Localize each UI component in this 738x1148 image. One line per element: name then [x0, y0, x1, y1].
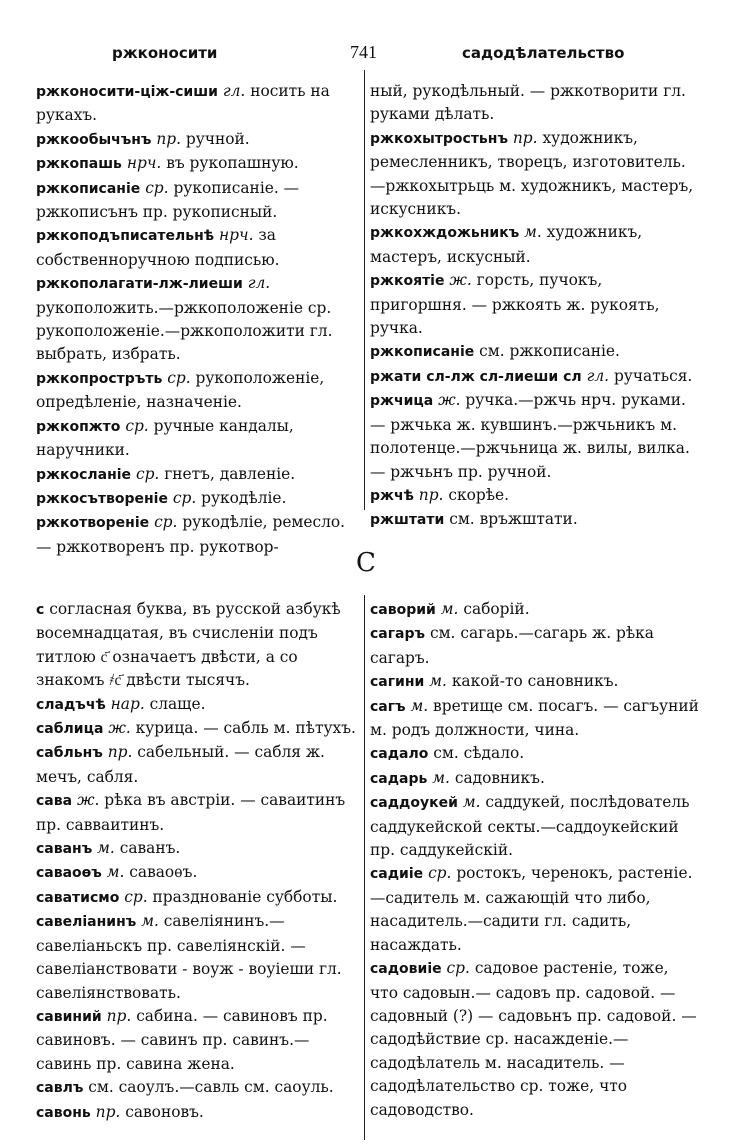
entry-headword: ржкополагати-лж-лиеши	[36, 276, 243, 293]
entry-definition: скорѣе.	[443, 485, 509, 504]
entry-headword: сагъ	[370, 698, 406, 715]
dictionary-entry	[36, 717, 358, 741]
column-divider-top	[364, 70, 365, 510]
dictionary-entry	[36, 789, 358, 837]
entry-headword: ржкописаніе	[36, 180, 141, 197]
entry-definition: см. сагарь.—сагарь ж. рѣка сагаръ.	[370, 624, 654, 667]
entry-grammar: пр.	[95, 1102, 121, 1121]
entry-definition: ручные кандалы, наручники.	[36, 416, 294, 460]
entry-headword: сагини	[370, 674, 425, 691]
entry-grammar: м.	[97, 839, 115, 858]
entry-grammar: пр.	[418, 485, 444, 504]
entry-headword: саблица	[36, 721, 104, 738]
entry-headword: садало	[370, 746, 429, 763]
entry-definition: ручной.	[181, 129, 250, 148]
entry-headword: ржчѣ	[370, 487, 414, 504]
dictionary-entry	[370, 767, 700, 791]
dictionary-entry	[36, 152, 358, 176]
entry-grammar: м.	[432, 768, 450, 787]
entry-headword: саваоѳъ	[36, 865, 102, 882]
entry-headword: сагаръ	[370, 626, 426, 643]
dictionary-entry	[36, 224, 358, 272]
entry-definition: см. връжштати.	[444, 510, 578, 529]
entry-grammar: ср.	[428, 864, 452, 883]
entry-definition: садовое растеніе, тоже, что садовын.— садовъ пр. садовой. —садовный (?) — садовьнъ пр. садовой. —садодѣйствие ср. насажденіе.—садодѣлатель м. насадитель. — садодѣлательство ср. тоже, что садоводство.	[370, 959, 697, 1119]
dictionary-entry	[370, 484, 700, 508]
entry-headword: ржкописаніе	[370, 344, 475, 361]
entry-grammar: ср.	[154, 513, 178, 532]
entry-grammar: нрч.	[219, 226, 254, 245]
entry-grammar: м.	[429, 672, 447, 691]
entry-definition: рѣка въ австріи. — саваитинъ пр. савваитинъ.	[36, 791, 346, 834]
dictionary-entry	[370, 221, 700, 269]
entry-definition: см. ржкописаніе.	[474, 342, 620, 361]
entry-headword: ржкоятіе	[370, 273, 445, 290]
column-divider-bottom	[364, 595, 365, 1140]
entry-grammar: ср.	[446, 959, 470, 978]
entry-grammar: нрч.	[126, 154, 162, 173]
entry-grammar: гл.	[222, 82, 246, 100]
entry-definition: художникъ, мастеръ, искусный.	[370, 223, 643, 266]
dictionary-entry	[36, 1005, 358, 1076]
entry-headword: саванъ	[36, 841, 93, 858]
entry-headword: ржштати	[370, 512, 445, 529]
dictionary-entry	[36, 886, 358, 910]
entry-grammar: м.	[410, 696, 429, 715]
entry-grammar: ср.	[167, 368, 191, 387]
entry-definition: горсть, пучокъ, пригоршня. — ржкоять ж. рукоять, ручка.	[370, 271, 660, 338]
entry-headword: ржкосланіе	[36, 466, 132, 483]
entry-grammar: ср.	[145, 178, 169, 197]
entry-headword: ржати сл-лж сл-лиеши сл	[370, 368, 582, 385]
entry-grammar: ж.	[449, 271, 472, 290]
dictionary-entry	[370, 127, 700, 222]
entry-headword: ржкопашь	[36, 156, 122, 173]
dictionary-entry	[370, 791, 700, 862]
entry-definition: савоновъ.	[120, 1102, 204, 1121]
dictionary-entry	[370, 508, 700, 532]
entry-grammar: ср.	[125, 416, 149, 435]
dictionary-entry	[370, 389, 700, 484]
dictionary-entry	[370, 365, 700, 389]
entry-grammar: м.	[440, 600, 459, 618]
entry-definition: саванъ.	[114, 839, 181, 858]
entry-grammar: м.	[524, 223, 542, 242]
header-right-word: садодѣлательство	[462, 44, 625, 62]
entry-headword: саворий	[370, 602, 436, 618]
entry-headword: ржкообычънъ	[36, 131, 152, 148]
dictionary-entry	[36, 177, 358, 225]
entry-definition: ный, рукодѣльный. — ржкотворити гл. руками дѣлать.	[370, 82, 686, 124]
entry-headword: сладъчѣ	[36, 696, 106, 713]
dictionary-entry	[36, 487, 358, 511]
entry-grammar: ср.	[135, 464, 160, 483]
entry-definition: носить на рукахъ.	[36, 82, 330, 125]
entry-definition: празднованіе субботы.	[147, 887, 338, 906]
entry-definition: гнетъ, давленіе.	[159, 464, 296, 483]
entry-definition: сабельный. — сабля ж. мечъ, сабля.	[36, 743, 325, 786]
dictionary-entry	[36, 741, 358, 789]
entry-grammar: гл.	[247, 274, 271, 293]
dictionary-entry	[36, 272, 358, 367]
entry-definition: рукоположеніе, опредѣленіе, назначеніе.	[36, 368, 325, 412]
section-letter: С	[356, 548, 376, 578]
entry-headword: садиіе	[370, 866, 424, 883]
entry-headword: садовиіе	[370, 961, 442, 978]
dictionary-entry	[370, 598, 700, 622]
entry-grammar: м.	[141, 912, 159, 931]
entry-grammar: ж.	[76, 791, 100, 810]
entry-definition: рукоположить.—ржкоположеніе ср. рукоположеніе.—ржкоположити гл. выбрать, избрать.	[36, 298, 333, 364]
dictionary-entry	[36, 861, 358, 885]
entry-definition: саддукей, послѣдователь саддукейской секты.—саддоукейский пр. саддукейскій.	[370, 793, 690, 860]
entry-definition: см. саоулъ.—савль см. саоуль.	[83, 1078, 334, 1097]
entry-headword: саддоукей	[370, 795, 458, 812]
entry-headword: ржконосити-ціж-сиши	[36, 84, 218, 100]
entry-definition: курица. — сабль м. пѣтухъ.	[130, 719, 356, 738]
entry-grammar: м.	[462, 793, 481, 812]
entry-headword: савонь	[36, 1104, 91, 1121]
entry-grammar: ж.	[438, 391, 461, 410]
entry-definition: рукодѣліе, ремесло. — ржкотворенъ пр. рукотвор-	[36, 513, 346, 556]
entry-definition: за собственноручною подписью.	[36, 226, 280, 269]
entry-headword: ржкотвореніе	[36, 515, 150, 532]
entry-grammar: гл.	[586, 366, 610, 385]
dictionary-entry	[36, 415, 358, 463]
entry-headword: ржкопростръть	[36, 370, 163, 387]
dictionary-entry	[36, 693, 358, 717]
entry-headword: савиний	[36, 1008, 102, 1025]
entry-definition: рукописаніе. — ржкописънъ пр. рукописный.	[36, 178, 300, 222]
entry-definition: вретище см. посагъ. — сагъуний м. родъ должности, чина.	[370, 696, 699, 740]
dictionary-entry	[370, 742, 700, 766]
dictionary-entry	[370, 957, 700, 1122]
entry-definition: согласная буква, въ русской азбукѣ восемнадцатая, въ счисленіи подъ титлою с҃ означаетъ двѣсти, а со знакомъ ҂с҃ двѣсти тысячъ.	[36, 600, 341, 690]
dictionary-entry	[370, 862, 700, 957]
entry-headword: сабльнъ	[36, 745, 103, 762]
entry-grammar: пр.	[512, 128, 538, 147]
entry-definition: садовникъ.	[449, 768, 545, 787]
dictionary-entry	[36, 367, 358, 415]
entry-grammar: ср.	[124, 887, 148, 906]
entry-definition: слаще.	[144, 694, 206, 713]
dictionary-entry	[370, 695, 700, 743]
column-top-left	[36, 80, 358, 559]
dictionary-entry	[36, 1101, 358, 1125]
entry-headword: ржкоподъписательнѣ	[36, 228, 215, 245]
entry-headword: с	[36, 602, 45, 618]
entry-headword: савеліанинъ	[36, 914, 137, 931]
entry-grammar: ж.	[108, 719, 131, 738]
entry-definition: см. сѣдало.	[428, 744, 525, 763]
entry-headword: ржкопжто	[36, 418, 121, 435]
entry-definition: саборій.	[458, 600, 530, 618]
entry-grammar: м.	[106, 863, 125, 882]
dictionary-entry	[36, 1076, 358, 1100]
entry-grammar: пр.	[156, 129, 182, 148]
column-top-right	[370, 80, 700, 533]
entry-headword: ржкохждожьникъ	[370, 225, 520, 242]
entry-definition: ручаться.	[609, 366, 693, 385]
entry-grammar: пр.	[107, 743, 133, 762]
dictionary-entry	[370, 80, 700, 127]
entry-headword: савлъ	[36, 1080, 84, 1097]
entry-definition: рукодѣліе.	[196, 488, 287, 507]
entry-definition: художникъ, ремесленникъ, творецъ, изготовитель. —ржкохытрьць м. художникъ, мастеръ, искусникъ.	[370, 128, 694, 219]
entry-definition: ростокъ, черенокъ, растеніе.—садитель м. сажающій что либо, насадитель.—садити гл. садить, насаждать.	[370, 864, 693, 954]
dictionary-entry	[36, 910, 358, 1005]
entry-headword: ржкосътвореніе	[36, 490, 168, 507]
entry-definition: сабина. — савиновъ пр. савиновъ. — савинъ пр. савинъ.— савинь пр. савина жена.	[36, 1006, 328, 1073]
entry-definition: въ рукопашную.	[161, 154, 299, 173]
dictionary-entry	[36, 511, 358, 559]
dictionary-entry	[36, 598, 358, 693]
entry-headword: сава	[36, 793, 73, 810]
page-number: 741	[350, 42, 377, 62]
dictionary-entry	[36, 837, 358, 861]
entry-grammar: нар.	[110, 694, 145, 713]
entry-headword: ржчица	[370, 393, 434, 410]
dictionary-entry	[36, 128, 358, 152]
dictionary-entry	[370, 622, 700, 670]
entry-definition: какой-то сановникъ.	[446, 672, 619, 691]
entry-headword: садарь	[370, 770, 428, 787]
entry-headword: саватисмо	[36, 889, 120, 906]
entry-headword: ржкохытростьнъ	[370, 130, 508, 147]
header-left-word: ржконосити	[112, 44, 218, 62]
entry-definition: ручка.—ржчь нрч. руками. — ржчька ж. кувшинъ.—ржчьникъ м. полотенце.—ржчьница ж. вилы, вилка.— ржчьнъ пр. ручной.	[370, 391, 690, 481]
dictionary-entry	[370, 269, 700, 340]
entry-grammar: пр.	[106, 1006, 132, 1025]
entry-definition: саваоѳъ.	[124, 863, 198, 882]
dictionary-entry	[36, 463, 358, 487]
entry-definition: савеліянинъ.—савеліаньскъ пр. савеліянскій. — савеліанствовати - воуж - воуіеши гл. савеліянствовать.	[36, 912, 342, 1002]
page-header	[0, 40, 738, 70]
dictionary-entry	[370, 340, 700, 364]
column-bottom-left	[36, 598, 358, 1125]
column-bottom-right	[370, 598, 700, 1122]
entry-grammar: ср.	[172, 488, 197, 507]
dictionary-entry	[36, 80, 358, 128]
dictionary-entry	[370, 670, 700, 694]
